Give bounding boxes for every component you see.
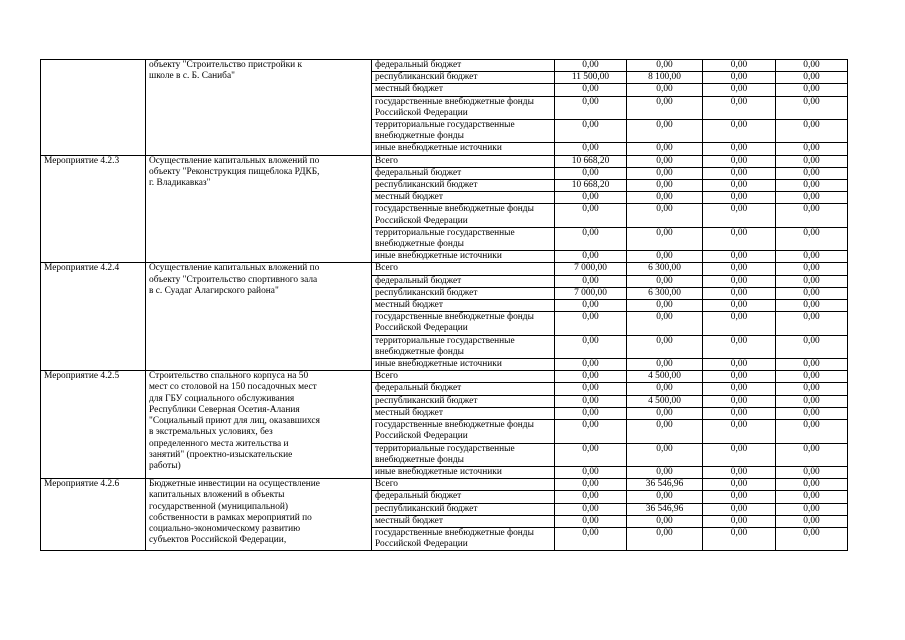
amount-cell: 0,00 bbox=[776, 227, 848, 250]
amount-cell: 0,00 bbox=[703, 72, 776, 84]
amount-cell: 0,00 bbox=[627, 143, 703, 155]
funding-source: государственные внебюджетные фонды Российской Федерации bbox=[372, 96, 555, 119]
amount-cell: 0,00 bbox=[776, 527, 848, 550]
amount-cell: 0,00 bbox=[776, 263, 848, 275]
amount-cell: 0,00 bbox=[555, 312, 627, 335]
amount-cell: 0,00 bbox=[627, 359, 703, 371]
amount-cell: 0,00 bbox=[776, 420, 848, 443]
measure-code: Мероприятие 4.2.4 bbox=[41, 263, 146, 371]
amount-cell: 0,00 bbox=[703, 180, 776, 192]
amount-cell: 0,00 bbox=[555, 515, 627, 527]
amount-cell: 7 000,00 bbox=[555, 287, 627, 299]
amount-cell: 0,00 bbox=[627, 420, 703, 443]
amount-cell: 0,00 bbox=[776, 466, 848, 478]
amount-cell: 0,00 bbox=[703, 312, 776, 335]
amount-cell: 0,00 bbox=[703, 371, 776, 383]
amount-cell: 0,00 bbox=[555, 192, 627, 204]
amount-cell: 0,00 bbox=[555, 120, 627, 143]
amount-cell: 36 546,96 bbox=[627, 503, 703, 515]
amount-cell: 0,00 bbox=[703, 420, 776, 443]
amount-cell: 0,00 bbox=[555, 491, 627, 503]
amount-cell: 0,00 bbox=[776, 60, 848, 72]
funding-source: территориальные государственные внебюджетные фонды bbox=[372, 227, 555, 250]
amount-cell: 0,00 bbox=[555, 359, 627, 371]
description-line: Осуществление капитальных вложений по bbox=[149, 263, 320, 274]
description-line: "Социальный приют для лиц, оказавшихся bbox=[149, 416, 320, 427]
amount-cell: 0,00 bbox=[703, 204, 776, 227]
funding-source: государственные внебюджетные фонды Российской Федерации bbox=[372, 312, 555, 335]
amount-cell: 0,00 bbox=[555, 527, 627, 550]
funding-source: государственные внебюджетные фонды Российской Федерации bbox=[372, 204, 555, 227]
amount-cell: 0,00 bbox=[555, 251, 627, 263]
amount-cell: 0,00 bbox=[627, 312, 703, 335]
funding-source: федеральный бюджет bbox=[372, 60, 555, 72]
amount-cell: 0,00 bbox=[627, 167, 703, 179]
amount-cell: 0,00 bbox=[627, 527, 703, 550]
amount-cell: 0,00 bbox=[776, 167, 848, 179]
amount-cell: 6 300,00 bbox=[627, 263, 703, 275]
amount-cell: 0,00 bbox=[776, 491, 848, 503]
amount-cell: 0,00 bbox=[776, 180, 848, 192]
amount-cell: 0,00 bbox=[703, 407, 776, 419]
funding-source: местный бюджет bbox=[372, 192, 555, 204]
funding-source: государственные внебюджетные фонды Российской Федерации bbox=[372, 420, 555, 443]
measure-description bbox=[146, 479, 372, 551]
description-line: объекту "Строительство спортивного зала bbox=[149, 274, 318, 285]
amount-cell: 0,00 bbox=[776, 96, 848, 119]
amount-cell: 0,00 bbox=[776, 479, 848, 491]
funding-source: федеральный бюджет bbox=[372, 167, 555, 179]
amount-cell: 0,00 bbox=[555, 443, 627, 466]
funding-source: местный бюджет bbox=[372, 300, 555, 312]
amount-cell: 6 300,00 bbox=[627, 287, 703, 299]
funding-source: республиканский бюджет bbox=[372, 72, 555, 84]
funding-source: федеральный бюджет bbox=[372, 383, 555, 395]
amount-cell: 0,00 bbox=[703, 96, 776, 119]
amount-cell: 10 668,20 bbox=[555, 155, 627, 167]
measure-description bbox=[146, 263, 372, 371]
amount-cell: 0,00 bbox=[555, 503, 627, 515]
amount-cell: 0,00 bbox=[627, 180, 703, 192]
amount-cell: 36 546,96 bbox=[627, 479, 703, 491]
funding-source: Всего bbox=[372, 371, 555, 383]
description-line: Осуществление капитальных вложений по bbox=[149, 155, 320, 166]
amount-cell: 0,00 bbox=[627, 96, 703, 119]
funding-source: местный бюджет bbox=[372, 84, 555, 96]
description-line: в экстремальных условиях, без bbox=[149, 427, 273, 438]
amount-cell: 0,00 bbox=[703, 251, 776, 263]
amount-cell: 10 668,20 bbox=[555, 180, 627, 192]
amount-cell: 0,00 bbox=[776, 155, 848, 167]
amount-cell: 0,00 bbox=[555, 96, 627, 119]
amount-cell: 0,00 bbox=[776, 359, 848, 371]
amount-cell: 0,00 bbox=[555, 227, 627, 250]
description-line: работы) bbox=[149, 460, 181, 471]
description-line: собственности в рамках мероприятий по bbox=[149, 512, 312, 523]
table-row bbox=[41, 263, 848, 275]
amount-cell: 11 500,00 bbox=[555, 72, 627, 84]
amount-cell: 0,00 bbox=[703, 479, 776, 491]
amount-cell: 0,00 bbox=[703, 491, 776, 503]
amount-cell: 0,00 bbox=[703, 155, 776, 167]
table-row bbox=[41, 479, 848, 491]
funding-source: местный бюджет bbox=[372, 407, 555, 419]
amount-cell: 0,00 bbox=[776, 72, 848, 84]
amount-cell: 0,00 bbox=[627, 192, 703, 204]
funding-source: иные внебюджетные источники bbox=[372, 359, 555, 371]
amount-cell: 0,00 bbox=[555, 143, 627, 155]
amount-cell: 0,00 bbox=[703, 84, 776, 96]
amount-cell: 7 000,00 bbox=[555, 263, 627, 275]
amount-cell: 0,00 bbox=[555, 335, 627, 358]
amount-cell: 0,00 bbox=[627, 515, 703, 527]
amount-cell: 0,00 bbox=[627, 383, 703, 395]
funding-source: Всего bbox=[372, 479, 555, 491]
measure-code: Мероприятие 4.2.5 bbox=[41, 371, 146, 479]
amount-cell: 0,00 bbox=[627, 155, 703, 167]
amount-cell: 0,00 bbox=[627, 60, 703, 72]
amount-cell: 0,00 bbox=[776, 407, 848, 419]
table-row bbox=[41, 371, 848, 383]
amount-cell: 0,00 bbox=[703, 515, 776, 527]
funding-source: иные внебюджетные источники bbox=[372, 251, 555, 263]
amount-cell: 0,00 bbox=[555, 420, 627, 443]
funding-source: государственные внебюджетные фонды Российской Федерации bbox=[372, 527, 555, 550]
amount-cell: 0,00 bbox=[703, 300, 776, 312]
measure-description bbox=[146, 371, 372, 479]
amount-cell: 0,00 bbox=[555, 371, 627, 383]
measure-code bbox=[41, 60, 146, 156]
amount-cell: 0,00 bbox=[776, 204, 848, 227]
amount-cell: 0,00 bbox=[555, 300, 627, 312]
amount-cell: 8 100,00 bbox=[627, 72, 703, 84]
description-line: мест со столовой на 150 посадочных мест bbox=[149, 382, 317, 393]
description-line: государственной (муниципальной) bbox=[149, 501, 289, 512]
funding-source: территориальные государственные внебюджетные фонды bbox=[372, 443, 555, 466]
amount-cell: 0,00 bbox=[555, 167, 627, 179]
amount-cell: 0,00 bbox=[703, 192, 776, 204]
amount-cell: 0,00 bbox=[555, 60, 627, 72]
amount-cell: 0,00 bbox=[627, 227, 703, 250]
funding-source: республиканский бюджет bbox=[372, 180, 555, 192]
amount-cell: 0,00 bbox=[776, 275, 848, 287]
funding-source: республиканский бюджет bbox=[372, 503, 555, 515]
budget-table bbox=[40, 59, 848, 551]
amount-cell: 0,00 bbox=[555, 383, 627, 395]
amount-cell: 0,00 bbox=[703, 527, 776, 550]
amount-cell: 0,00 bbox=[555, 84, 627, 96]
amount-cell: 0,00 bbox=[703, 383, 776, 395]
funding-source: Всего bbox=[372, 263, 555, 275]
description-line: Бюджетные инвестиции на осуществление bbox=[149, 479, 320, 490]
amount-cell: 0,00 bbox=[627, 251, 703, 263]
description-line: социально-экономическому развитию bbox=[149, 523, 301, 534]
amount-cell: 0,00 bbox=[555, 395, 627, 407]
amount-cell: 0,00 bbox=[776, 251, 848, 263]
amount-cell: 0,00 bbox=[776, 503, 848, 515]
funding-source: иные внебюджетные источники bbox=[372, 466, 555, 478]
amount-cell: 0,00 bbox=[776, 515, 848, 527]
amount-cell: 0,00 bbox=[627, 407, 703, 419]
amount-cell: 4 500,00 bbox=[627, 371, 703, 383]
funding-source: местный бюджет bbox=[372, 515, 555, 527]
amount-cell: 0,00 bbox=[703, 263, 776, 275]
description-line: объекту "Реконструкция пищеблока РДКБ, bbox=[149, 166, 320, 177]
table-row bbox=[41, 155, 848, 167]
amount-cell: 0,00 bbox=[703, 503, 776, 515]
description-line: объекту "Строительство пристройки к bbox=[149, 60, 303, 70]
amount-cell: 0,00 bbox=[703, 466, 776, 478]
funding-source: федеральный бюджет bbox=[372, 491, 555, 503]
measure-description bbox=[146, 155, 372, 263]
amount-cell: 0,00 bbox=[703, 443, 776, 466]
amount-cell: 0,00 bbox=[703, 143, 776, 155]
amount-cell: 0,00 bbox=[776, 443, 848, 466]
amount-cell: 0,00 bbox=[627, 84, 703, 96]
amount-cell: 0,00 bbox=[627, 466, 703, 478]
measure-code: Мероприятие 4.2.3 bbox=[41, 155, 146, 263]
funding-source: территориальные государственные внебюджетные фонды bbox=[372, 335, 555, 358]
funding-source: Всего bbox=[372, 155, 555, 167]
description-line: школе в с. Б. Саниба" bbox=[149, 71, 235, 82]
funding-source: иные внебюджетные источники bbox=[372, 143, 555, 155]
amount-cell: 0,00 bbox=[703, 275, 776, 287]
amount-cell: 0,00 bbox=[627, 275, 703, 287]
amount-cell: 0,00 bbox=[776, 383, 848, 395]
amount-cell: 0,00 bbox=[703, 359, 776, 371]
description-line: субъектов Российской Федерации, bbox=[149, 535, 287, 546]
amount-cell: 4 500,00 bbox=[627, 395, 703, 407]
amount-cell: 0,00 bbox=[627, 300, 703, 312]
description-line: занятий" (проектно-изыскательские bbox=[149, 449, 293, 460]
amount-cell: 0,00 bbox=[555, 275, 627, 287]
amount-cell: 0,00 bbox=[703, 287, 776, 299]
measure-code: Мероприятие 4.2.6 bbox=[41, 479, 146, 551]
amount-cell: 0,00 bbox=[776, 84, 848, 96]
amount-cell: 0,00 bbox=[555, 466, 627, 478]
table-row bbox=[41, 60, 848, 72]
amount-cell: 0,00 bbox=[703, 167, 776, 179]
funding-source: республиканский бюджет bbox=[372, 287, 555, 299]
amount-cell: 0,00 bbox=[776, 395, 848, 407]
amount-cell: 0,00 bbox=[555, 407, 627, 419]
description-line: Республики Северная Осетия-Алания bbox=[149, 404, 300, 415]
amount-cell: 0,00 bbox=[776, 143, 848, 155]
description-line: определенного места жительства и bbox=[149, 438, 289, 449]
amount-cell: 0,00 bbox=[627, 335, 703, 358]
amount-cell: 0,00 bbox=[555, 204, 627, 227]
description-line: для ГБУ социального обслуживания bbox=[149, 393, 295, 404]
amount-cell: 0,00 bbox=[703, 335, 776, 358]
description-line: капитальных вложений в объекты bbox=[149, 490, 285, 501]
amount-cell: 0,00 bbox=[627, 120, 703, 143]
amount-cell: 0,00 bbox=[776, 287, 848, 299]
funding-source: республиканский бюджет bbox=[372, 395, 555, 407]
amount-cell: 0,00 bbox=[776, 371, 848, 383]
amount-cell: 0,00 bbox=[776, 192, 848, 204]
amount-cell: 0,00 bbox=[703, 60, 776, 72]
amount-cell: 0,00 bbox=[776, 300, 848, 312]
amount-cell: 0,00 bbox=[627, 491, 703, 503]
amount-cell: 0,00 bbox=[627, 443, 703, 466]
amount-cell: 0,00 bbox=[703, 227, 776, 250]
amount-cell: 0,00 bbox=[627, 204, 703, 227]
amount-cell: 0,00 bbox=[703, 395, 776, 407]
amount-cell: 0,00 bbox=[703, 120, 776, 143]
funding-source: территориальные государственные внебюджетные фонды bbox=[372, 120, 555, 143]
amount-cell: 0,00 bbox=[776, 312, 848, 335]
measure-description bbox=[146, 60, 372, 156]
description-line: Строительство спального корпуса на 50 bbox=[149, 371, 309, 382]
amount-cell: 0,00 bbox=[776, 335, 848, 358]
description-line: в с. Суадаг Алагирского района" bbox=[149, 285, 279, 296]
amount-cell: 0,00 bbox=[555, 479, 627, 491]
budget-table-body bbox=[41, 60, 848, 551]
funding-source: федеральный бюджет bbox=[372, 275, 555, 287]
description-line: г. Владикавказ" bbox=[149, 178, 211, 189]
amount-cell: 0,00 bbox=[776, 120, 848, 143]
